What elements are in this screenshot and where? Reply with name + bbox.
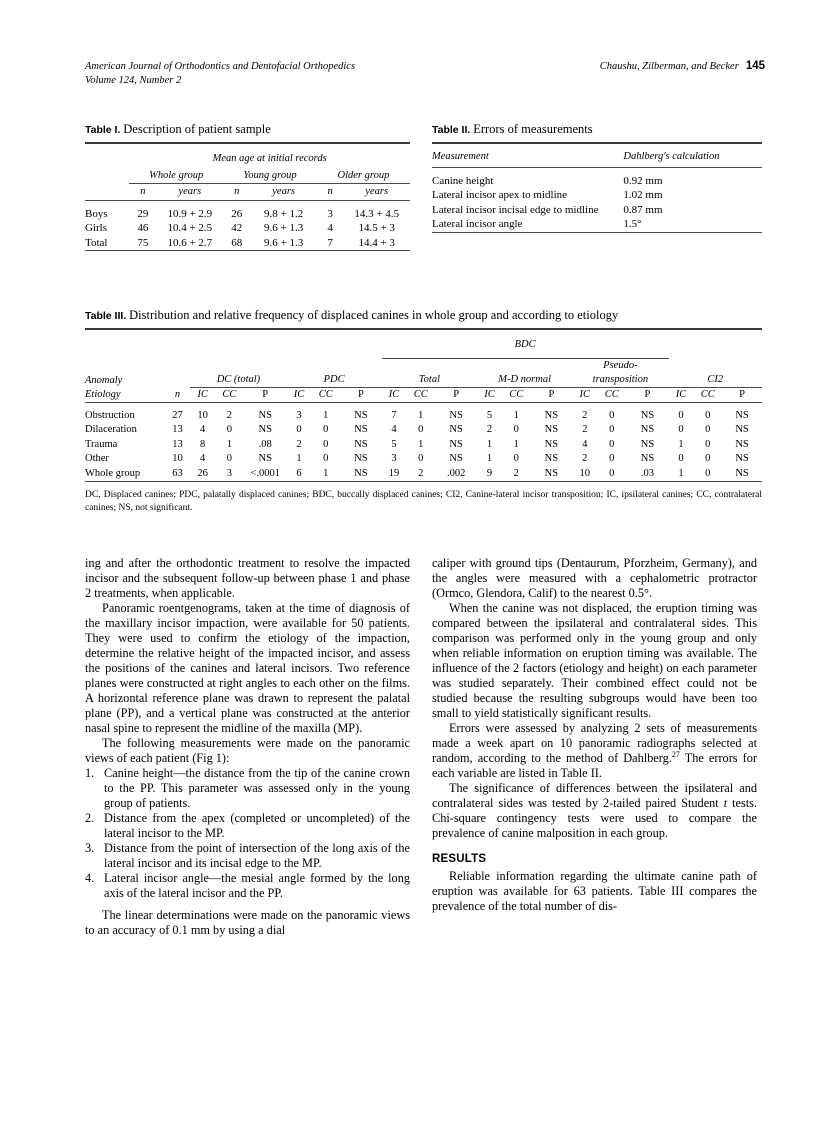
table-3-cell: NS bbox=[449, 453, 463, 465]
table-1-cell: 3 bbox=[327, 207, 333, 220]
table-3-cell: 0 bbox=[705, 453, 711, 465]
table-1-group-whole: Whole group bbox=[129, 168, 223, 184]
table-2-measurement: Lateral incisor incisal edge to midline bbox=[432, 203, 599, 216]
table-3-cell-n: 27 bbox=[172, 410, 183, 421]
table-3-cell: 4 bbox=[200, 453, 206, 465]
table-1-cell: 14.3 + 4.5 bbox=[354, 207, 400, 220]
table-3-cell: 0 bbox=[513, 424, 519, 436]
table-3-group-ci2: CI2 bbox=[669, 373, 762, 388]
table-3-header-cc: CC bbox=[222, 389, 237, 400]
table-1-bottomrule bbox=[85, 251, 410, 254]
page-number: 145 bbox=[745, 60, 765, 72]
table-row bbox=[85, 467, 762, 482]
table-3-cell: 1 bbox=[486, 438, 493, 450]
list-item bbox=[85, 766, 410, 811]
table-3-cell: NS bbox=[258, 410, 272, 421]
table-3-header-p: P bbox=[453, 389, 460, 400]
table-1-number: Table I. bbox=[85, 124, 121, 136]
table-row bbox=[85, 438, 762, 452]
table-3-header-cc: CC bbox=[604, 389, 619, 400]
table-3-cell: 0 bbox=[609, 424, 615, 436]
table-3-cell: 0 bbox=[609, 453, 615, 465]
table-3-cell: 10 bbox=[197, 410, 208, 421]
table-2-number: Table II. bbox=[432, 124, 471, 136]
table-1-cell: 75 bbox=[137, 236, 149, 249]
table-3-footnote: DC, Displaced canines; PDC, palatally displaced canines; BDC, buccally displaced canines; CI2, Canine-lateral incisor transposition; IC, ipsilateral canines; CC, contralateral canines; NS, not significant. bbox=[85, 490, 762, 513]
table-1-grid bbox=[85, 142, 410, 253]
table-2-header-measurement: Measurement bbox=[432, 151, 489, 162]
table-3-cell: 0 bbox=[609, 410, 615, 421]
table-1-sub-n-whole: n bbox=[140, 186, 146, 197]
table-3-toprule bbox=[85, 329, 762, 338]
table-3-cell: .08 bbox=[258, 438, 272, 450]
table-3-cell: 2 bbox=[226, 410, 233, 421]
table-1-sub-n-young: n bbox=[234, 186, 240, 197]
table-3-cell: 1 bbox=[678, 438, 684, 450]
table-3-cell: 0 bbox=[513, 453, 519, 465]
journal-title: American Journal of Orthodontics and Dentofacial Orthopedics bbox=[85, 61, 356, 72]
table-3-cell: 0 bbox=[678, 424, 684, 436]
table-3-cell: NS bbox=[640, 453, 655, 465]
table-3-cell: NS bbox=[735, 453, 749, 465]
list-item-number: 4. bbox=[85, 871, 95, 885]
table-1-cell: 10.4 + 2.5 bbox=[167, 222, 213, 234]
table-1-cell: 46 bbox=[137, 222, 149, 234]
table-2-measurement: Canine height bbox=[432, 174, 494, 187]
table-3-cell: 0 bbox=[705, 410, 711, 421]
paragraph: caliper with ground tips (Dentaurum, Pforzheim, Germany), and the angles were measured with a cephalometric protractor (Ormco, Glendora, Calif) to the nearest 0.5°. bbox=[432, 556, 757, 600]
table-3-cell: NS bbox=[735, 467, 749, 479]
table-3-row-header-etiology: Etiology bbox=[85, 389, 121, 400]
table-3-cell: 0 bbox=[226, 424, 233, 436]
list-item-number: 3. bbox=[85, 841, 95, 855]
table-3-cell: NS bbox=[544, 453, 559, 465]
table-1-body bbox=[85, 207, 410, 254]
list-item-text: Lateral incisor angle—the mesial angle formed by the long axis of the lateral incisor and the PP. bbox=[104, 871, 410, 900]
table-1-sub-years-older: years bbox=[365, 186, 389, 197]
table-1-group-header-row bbox=[85, 168, 410, 184]
paragraph-part: The errors for each variable are listed in Table II. bbox=[432, 751, 757, 780]
table-3-number: Table III. bbox=[85, 310, 127, 322]
table-3-cell: 2 bbox=[418, 467, 424, 479]
table-3-group-total: Total bbox=[382, 373, 477, 388]
table-2 bbox=[432, 122, 762, 235]
table-3-cell: <.0001 bbox=[250, 467, 280, 479]
table-1-cell: 29 bbox=[137, 207, 149, 220]
table-3-header-cc: CC bbox=[413, 389, 428, 400]
table-3-cell: 1 bbox=[513, 410, 519, 421]
table-3-cell: NS bbox=[258, 424, 272, 436]
paragraph: Panoramic roentgenograms, taken at the time of diagnosis of the maxillary incisor impaction, were available for 50 patients. They were used to confirm the etiology of the impaction, determine the relative height of the impacted incisor, and assess the positions of the canines and lateral incisors. Two reference planes were constructed at right angles to each other on the films. A horizontal reference plane was drawn to represent the palatal plane (PP), and a vertical plane was constructed at the anterior nasal spine to represent the midline of the maxilla (MP). bbox=[85, 601, 410, 735]
table-row bbox=[432, 188, 762, 203]
table-2-body bbox=[432, 174, 762, 235]
table-3-cell: 0 bbox=[705, 467, 711, 479]
table-3-span-bdc: BDC bbox=[514, 339, 536, 350]
table-1-sub-n-older: n bbox=[327, 186, 333, 197]
table-3-cell: 9 bbox=[486, 467, 493, 479]
table-3-cell: 3 bbox=[296, 410, 302, 421]
table-3-cell: 0 bbox=[609, 467, 615, 479]
table-3-cell: 0 bbox=[323, 424, 329, 436]
table-3-cell: 0 bbox=[678, 453, 684, 465]
table-1-sub-years-young: years bbox=[272, 186, 295, 197]
table-3-etiology: Dilaceration bbox=[85, 424, 137, 436]
section-heading-results: RESULTS bbox=[432, 853, 487, 865]
table-1 bbox=[85, 122, 410, 253]
journal-volume: Volume 124, Number 2 bbox=[85, 74, 182, 86]
table-1-span-header: Mean age at initial records bbox=[212, 153, 327, 164]
table-3-cell: 3 bbox=[391, 453, 397, 465]
table-3-cell: 1 bbox=[323, 467, 329, 479]
table-3-row-header-anomaly: Anomaly bbox=[85, 374, 123, 386]
table-3-cell-n: 63 bbox=[172, 467, 183, 479]
table-1-cell: 26 bbox=[231, 207, 243, 220]
table-3-cell: 4 bbox=[582, 438, 588, 450]
paragraph bbox=[432, 781, 757, 841]
table-row bbox=[85, 452, 762, 466]
table-2-measurement: Lateral incisor angle bbox=[432, 218, 523, 230]
table-2-header-calculation: Dahlberg's calculation bbox=[623, 151, 720, 162]
table-3-cell: NS bbox=[544, 438, 559, 450]
table-3-header-cc: CC bbox=[509, 389, 524, 400]
table-3-cell: 1 bbox=[418, 410, 424, 421]
list-item-text: Distance from the point of intersection of the long axis of the lateral incisor and its incisal edge to the MP. bbox=[104, 841, 410, 870]
paragraph-part: tests. Chi-square contingency tests were used to compare the prevalence of canine malposition in each group. bbox=[432, 796, 758, 840]
table-1-toprule bbox=[85, 143, 410, 151]
table-3-etiology: Obstruction bbox=[85, 410, 135, 421]
table-3-header-p: P bbox=[548, 389, 555, 400]
table-1-row-label: Girls bbox=[85, 222, 107, 234]
table-3-cell: NS bbox=[544, 410, 559, 421]
table-1-title bbox=[85, 122, 410, 137]
table-3 bbox=[85, 308, 762, 514]
table-3-cell: 5 bbox=[391, 438, 397, 450]
paragraph bbox=[432, 721, 757, 781]
table-3-cell: 4 bbox=[391, 424, 397, 436]
table-row bbox=[432, 174, 762, 189]
table-1-cell: 68 bbox=[231, 236, 243, 249]
table-row bbox=[432, 217, 762, 232]
table-3-group-md-normal: M-D normal bbox=[477, 373, 572, 388]
table-3-cell: 6 bbox=[296, 467, 302, 479]
table-3-cell: 2 bbox=[513, 467, 519, 479]
table-3-cell: NS bbox=[258, 453, 272, 465]
table-3-subheader-row bbox=[85, 388, 762, 403]
table-3-cell: NS bbox=[544, 467, 559, 479]
table-3-cell: 1 bbox=[678, 467, 684, 479]
table-3-grid bbox=[85, 328, 762, 484]
table-3-cell: NS bbox=[640, 410, 655, 421]
table-row bbox=[85, 409, 762, 423]
table-1-cell: 9.6 + 1.3 bbox=[264, 222, 304, 234]
list-item bbox=[85, 811, 410, 841]
table-2-measurement: Lateral incisor apex to midline bbox=[432, 189, 568, 201]
table-3-cell: NS bbox=[354, 424, 368, 436]
table-3-cell: 2 bbox=[486, 424, 493, 436]
table-2-caption: Errors of measurements bbox=[473, 122, 593, 136]
table-3-header-ic: IC bbox=[293, 389, 305, 400]
table-3-body bbox=[85, 409, 762, 484]
table-3-cell: NS bbox=[354, 410, 368, 421]
table-3-cell: NS bbox=[449, 424, 463, 436]
table-3-header-p: P bbox=[357, 389, 364, 400]
table-3-caption: Distribution and relative frequency of displaced canines in whole group and according to etiology bbox=[129, 308, 619, 322]
table-3-cell: NS bbox=[640, 424, 655, 436]
table-3-cell-n: 10 bbox=[172, 453, 183, 465]
table-3-bdc-label-row bbox=[85, 338, 762, 353]
table-1-subheader-row bbox=[85, 184, 410, 201]
table-3-cell: 1 bbox=[418, 438, 424, 450]
table-3-header-ic: IC bbox=[388, 389, 400, 400]
table-3-group-header-row bbox=[85, 373, 762, 388]
table-3-header-ic: IC bbox=[675, 389, 687, 400]
table-1-caption: Description of patient sample bbox=[123, 122, 271, 136]
table-1-cell: 10.6 + 2.7 bbox=[167, 236, 213, 249]
table-2-value: 0.92 mm bbox=[623, 174, 663, 187]
citation-marker: 27 bbox=[671, 749, 680, 759]
paragraph-part: The significance of differences between the ipsilateral and contralateral sides was tested by 2-tailed paired Student bbox=[432, 781, 757, 810]
table-3-cell: 1 bbox=[486, 453, 493, 465]
table-3-group-dc: DC (total) bbox=[190, 373, 286, 388]
list-item-text: Canine height—the distance from the tip of the canine crown to the PP. This parameter was assessed only in the young group of patients. bbox=[104, 766, 410, 810]
table-3-cell: 3 bbox=[226, 467, 233, 479]
table-3-cell: 4 bbox=[200, 424, 206, 436]
list-item-text: Distance from the apex (completed or uncompleted) of the lateral incisor to the MP. bbox=[104, 811, 410, 840]
table-3-cell: 0 bbox=[418, 424, 424, 436]
table-3-group-pseudo-line1: Pseudo- bbox=[603, 360, 638, 371]
paragraph: The linear determinations were made on the panoramic views to an accuracy of 0.1 mm by using a dial bbox=[85, 908, 410, 937]
table-1-cell: 14.4 + 3 bbox=[358, 236, 395, 249]
table-3-cell: 0 bbox=[609, 438, 615, 450]
list-item bbox=[85, 841, 410, 871]
table-3-cell: NS bbox=[354, 438, 368, 450]
table-2-grid bbox=[432, 142, 762, 235]
table-3-cell: 8 bbox=[200, 438, 206, 450]
table-2-title bbox=[432, 122, 762, 137]
table-3-cell: 1 bbox=[296, 453, 302, 465]
table-3-cell: 26 bbox=[197, 467, 208, 479]
table-1-cell: 4 bbox=[327, 222, 333, 234]
table-3-header-p: P bbox=[262, 389, 269, 400]
table-3-cell-n: 13 bbox=[172, 438, 183, 450]
table-1-cell: 14.5 + 3 bbox=[358, 222, 395, 234]
table-row bbox=[85, 423, 762, 437]
table-3-cell: 1 bbox=[513, 438, 519, 450]
measurements-list bbox=[85, 766, 410, 901]
table-1-group-older: Older group bbox=[317, 168, 410, 184]
table-3-cell: 19 bbox=[388, 467, 400, 479]
table-row bbox=[85, 221, 410, 236]
table-3-cell: NS bbox=[544, 424, 559, 436]
table-3-header-ic: IC bbox=[484, 389, 495, 400]
table-3-pseudo-line1-row bbox=[85, 359, 762, 374]
body-column-right bbox=[432, 556, 757, 914]
table-1-cell: 7 bbox=[327, 236, 333, 249]
table-2-header-row bbox=[432, 149, 762, 167]
table-3-cell: .03 bbox=[640, 467, 655, 479]
table-row bbox=[85, 236, 410, 251]
table-3-header-ic: IC bbox=[579, 389, 590, 400]
paragraph: The following measurements were made on the panoramic views of each patient (Fig 1): bbox=[85, 736, 410, 765]
table-3-group-pseudo-line2: transposition bbox=[572, 373, 668, 388]
running-head bbox=[85, 60, 765, 87]
table-1-cell: 9.8 + 1.2 bbox=[264, 207, 304, 220]
table-3-header-n: n bbox=[174, 389, 181, 400]
table-3-header-cc: CC bbox=[700, 389, 715, 400]
table-2-bottomrule bbox=[432, 232, 762, 235]
table-3-cell: 0 bbox=[296, 424, 302, 436]
table-1-cell: 10.9 + 2.9 bbox=[167, 207, 213, 220]
paragraph: ing and after the orthodontic treatment to resolve the impacted incisor and the subsequent follow-up between phase 1 and phase 2 treatments, when applicable. bbox=[85, 556, 410, 600]
table-3-cell: .002 bbox=[446, 467, 466, 479]
table-3-title bbox=[85, 308, 762, 323]
table-3-cell: 5 bbox=[486, 410, 493, 421]
table-3-etiology: Other bbox=[85, 453, 109, 465]
list-item-number: 2. bbox=[85, 811, 95, 825]
table-3-header-ic: IC bbox=[197, 389, 208, 400]
table-1-span-header-row bbox=[85, 151, 410, 168]
table-3-cell: 1 bbox=[323, 410, 329, 421]
table-3-etiology: Trauma bbox=[85, 438, 118, 450]
table-3-cell: NS bbox=[640, 438, 655, 450]
table-1-cell: 9.6 + 1.3 bbox=[264, 236, 304, 249]
table-3-cell: NS bbox=[449, 410, 463, 421]
table-3-cell: NS bbox=[735, 438, 749, 450]
running-head-authors bbox=[600, 60, 765, 74]
paragraph-part: Errors were assessed by analyzing 2 sets of measurements made a week apart on 10 panoramic radiographs selected at random, according to the method of Dahlberg. bbox=[432, 721, 757, 765]
table-3-cell: 0 bbox=[323, 438, 329, 450]
table-1-row-label: Total bbox=[85, 236, 108, 249]
list-item-number: 1. bbox=[85, 766, 95, 780]
table-row bbox=[432, 203, 762, 218]
table-2-value: 0.87 mm bbox=[623, 203, 663, 216]
table-1-group-young: Young group bbox=[223, 168, 317, 184]
table-3-cell: NS bbox=[354, 467, 368, 479]
table-3-cell: 0 bbox=[323, 453, 329, 465]
author-list: Chaushu, Zilberman, and Becker bbox=[599, 61, 739, 72]
table-3-cell: 7 bbox=[391, 410, 397, 421]
table-1-row-label: Boys bbox=[85, 207, 108, 220]
table-3-cell-n: 13 bbox=[172, 424, 183, 436]
table-3-cell: 2 bbox=[582, 410, 588, 421]
table-3-cell: NS bbox=[735, 424, 749, 436]
emphasis: t bbox=[723, 796, 728, 810]
table-3-cell: 0 bbox=[705, 438, 711, 450]
table-3-cell: NS bbox=[449, 438, 463, 450]
table-3-cell: 0 bbox=[705, 424, 711, 436]
table-3-cell: 2 bbox=[582, 453, 588, 465]
table-3-cell: 10 bbox=[579, 467, 590, 479]
table-3-header-p: P bbox=[644, 389, 651, 400]
table-row bbox=[85, 207, 410, 222]
table-3-cell: 2 bbox=[582, 424, 588, 436]
list-item bbox=[85, 871, 410, 901]
table-3-header-p: P bbox=[739, 389, 745, 400]
table-3-bottomrule bbox=[85, 482, 762, 485]
table-3-cell: NS bbox=[354, 453, 368, 465]
table-3-cell: 0 bbox=[418, 453, 424, 465]
paragraph: Reliable information regarding the ultimate canine path of eruption was available for 63 patients. Table III compares the prevalence of the total number of dis- bbox=[432, 869, 757, 913]
paragraph: When the canine was not displaced, the eruption timing was compared between the ipsilateral and contralateral sides. This comparison was performed only in the young group and only when reliable information on eruption timing was available. The influence of the 2 factors (etiology and height) on each parameter was studied separately. Their combined effect could not be studied because the resulting subgroups would have been too small to yield statistically significant results. bbox=[432, 601, 757, 720]
body-column-left bbox=[85, 556, 410, 938]
table-3-cell: 2 bbox=[296, 438, 302, 450]
table-3-etiology: Whole group bbox=[85, 467, 141, 479]
table-3-cell: 1 bbox=[226, 438, 233, 450]
table-1-cell: 42 bbox=[231, 222, 243, 234]
table-1-sub-years-whole: years bbox=[178, 186, 202, 197]
table-3-cell: 0 bbox=[226, 453, 233, 465]
paragraph-gap bbox=[85, 901, 410, 908]
table-3-group-pdc: PDC bbox=[287, 373, 382, 388]
table-3-header-cc: CC bbox=[318, 389, 333, 400]
table-3-cell: 0 bbox=[678, 410, 684, 421]
table-2-value: 1.02 mm bbox=[623, 189, 663, 201]
table-2-value: 1.5° bbox=[623, 218, 642, 230]
table-3-cell: NS bbox=[735, 410, 749, 421]
